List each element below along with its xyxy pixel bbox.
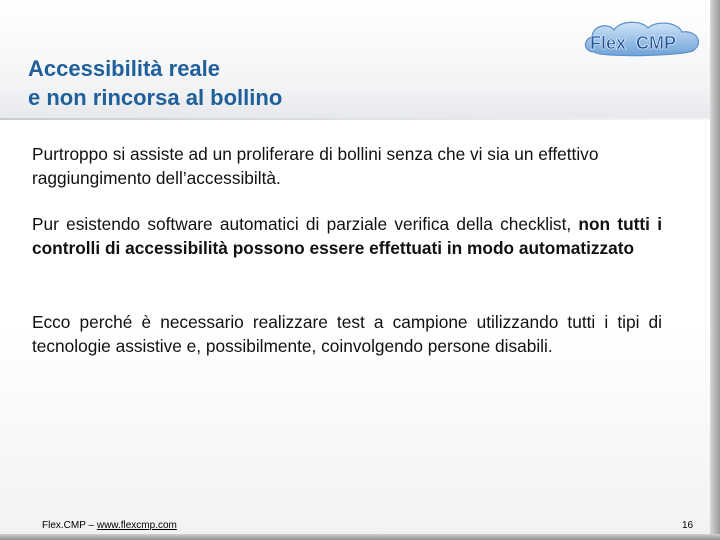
paragraph-3: Ecco perché è necessario realizzare test a campione utilizzando tutti i tipi di tecnologie assistive e, possibilmente, coinvolgendo persone disabili. (32, 312, 662, 356)
header-divider (0, 118, 710, 120)
footer-link[interactable]: www.flexcmp.com (96, 520, 177, 531)
logo-text-cmp: CMP (636, 33, 676, 53)
slide-title-line-1: Accessibilità reale (28, 56, 221, 81)
paragraph-2-plain: Pur esistendo software automatici di parziale verifica della checklist, (32, 214, 579, 234)
footer-credit (42, 520, 177, 531)
slide-title-line-2: e non rincorsa al bollino (28, 85, 283, 110)
logo-text-flex: Flex (590, 33, 627, 53)
slide-bottom-border (0, 534, 720, 540)
slide-title (28, 54, 468, 112)
paragraph-1: Purtroppo si assiste ad un proliferare di bollini senza che vi sia un effettivo raggiungimento dell’accessibiltà. (32, 144, 599, 188)
paragraph-2-bold: non tutti i controlli di accessibilità possono essere effettuati in modo automatizzato (32, 214, 662, 258)
paragraph-2 (32, 212, 662, 260)
flexcmp-logo-icon (580, 16, 706, 66)
slide-right-border (710, 0, 720, 540)
footer-prefix: Flex.CMP – (42, 520, 97, 531)
page-number: 16 (682, 520, 694, 531)
